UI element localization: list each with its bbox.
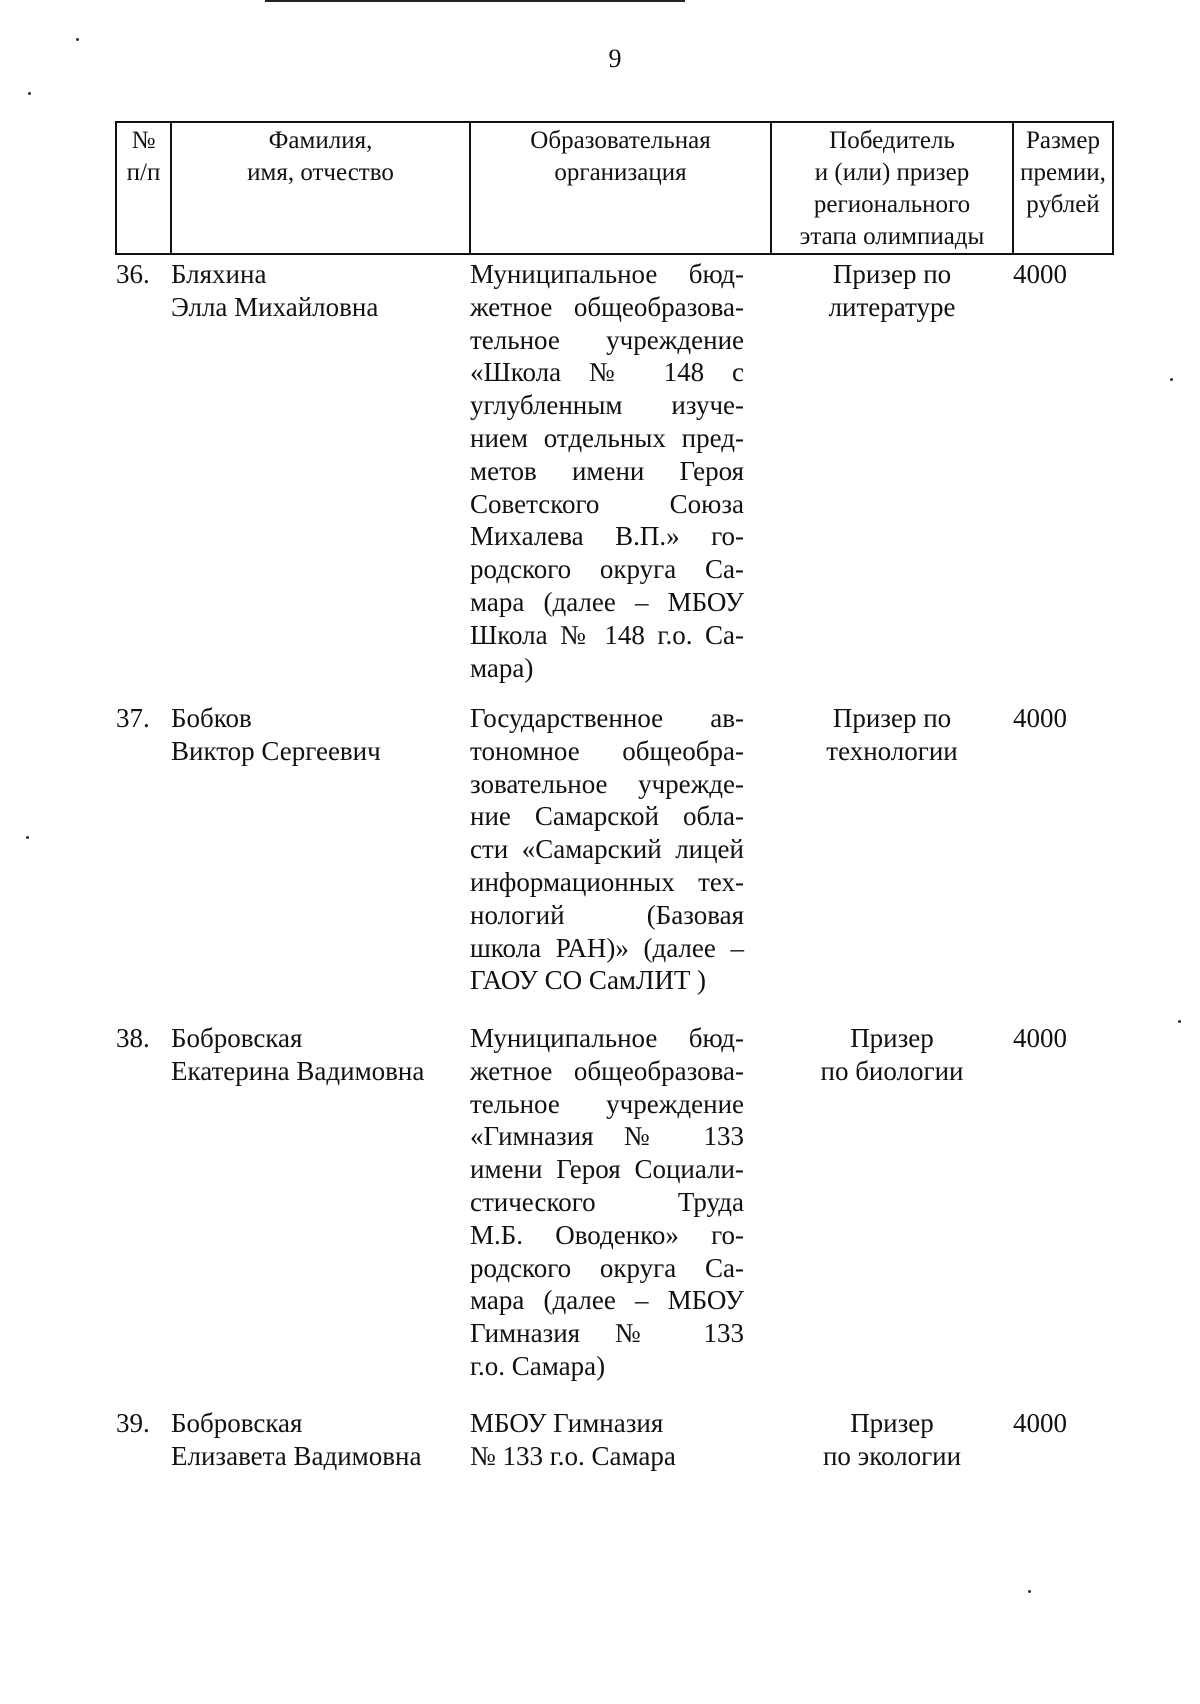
organization: Муниципальное бюд- жетное общеобразова- тельное учреждение «Гимназия № 133 имени Героя Социали- стического Труда М.Б. Оводенко» го- родского округа Са- мара (далее – МБОУ Гимназия № 133 г.о. Самара) [470,1023,744,1381]
scan-speck [1178,1020,1181,1023]
table-row [116,1022,1113,1407]
table-row [116,1407,1113,1487]
organization: Государственное ав- тономное общеобра- зовательное учрежде- ние Самарской обла- сти «Самарский лицей информационных тех- нологий (Базовая школа РАН)» (далее – ГАОУ СО СамЛИТ ) [470,703,744,996]
prize-amount: 4000 [1013,703,1067,733]
scan-speck [28,92,31,95]
scan-speck [26,836,29,839]
table-row [116,254,1113,702]
organization: Муниципальное бюд- жетное общеобразова- тельное учреждение «Школа № 148 с углубленным изуче- нием отдельных пред- метов имени Героя Советского Союза Михалева В.П.» го- родского округа Са- мара (далее – МБОУ Школа № 148 г.о. Са- мара) [470,259,744,683]
table-header-row [116,122,1113,254]
header-prize: Размер премии, рублей [1013,122,1113,254]
header-org: Образовательная организация [470,122,771,254]
award-status: Призер по биологии [820,1023,964,1086]
prize-amount: 4000 [1013,259,1067,289]
table-row [116,702,1113,1022]
prize-amount: 4000 [1013,1408,1067,1438]
award-status: Призер по литературе [828,259,956,322]
scan-edge-line [265,0,685,2]
award-status: Призер по технологии [826,703,958,766]
student-name: Бобровская Елизавета Вадимовна [171,1408,422,1471]
student-name: Бобровская Екатерина Вадимовна [171,1023,425,1086]
scan-speck [76,38,79,41]
header-name: Фамилия, имя, отчество [171,122,470,254]
row-number: 38. [116,1023,150,1053]
scan-speck [1028,1590,1031,1593]
awards-table [115,121,1114,1487]
header-num: № п/п [116,122,171,254]
row-number: 37. [116,703,150,733]
student-name: Бляхина Элла Михайловна [171,259,379,322]
award-status: Призер по экологии [822,1408,962,1471]
header-award: Победитель и (или) призер регионального этапа олимпиады [771,122,1013,254]
page-number: 9 [608,44,622,73]
prize-amount: 4000 [1013,1023,1067,1053]
organization: МБОУ Гимназия № 133 г.о. Самара [470,1408,676,1471]
student-name: Бобков Виктор Сергеевич [171,703,381,766]
scan-speck [1170,378,1173,381]
row-number: 39. [116,1408,150,1438]
row-number: 36. [116,259,150,289]
